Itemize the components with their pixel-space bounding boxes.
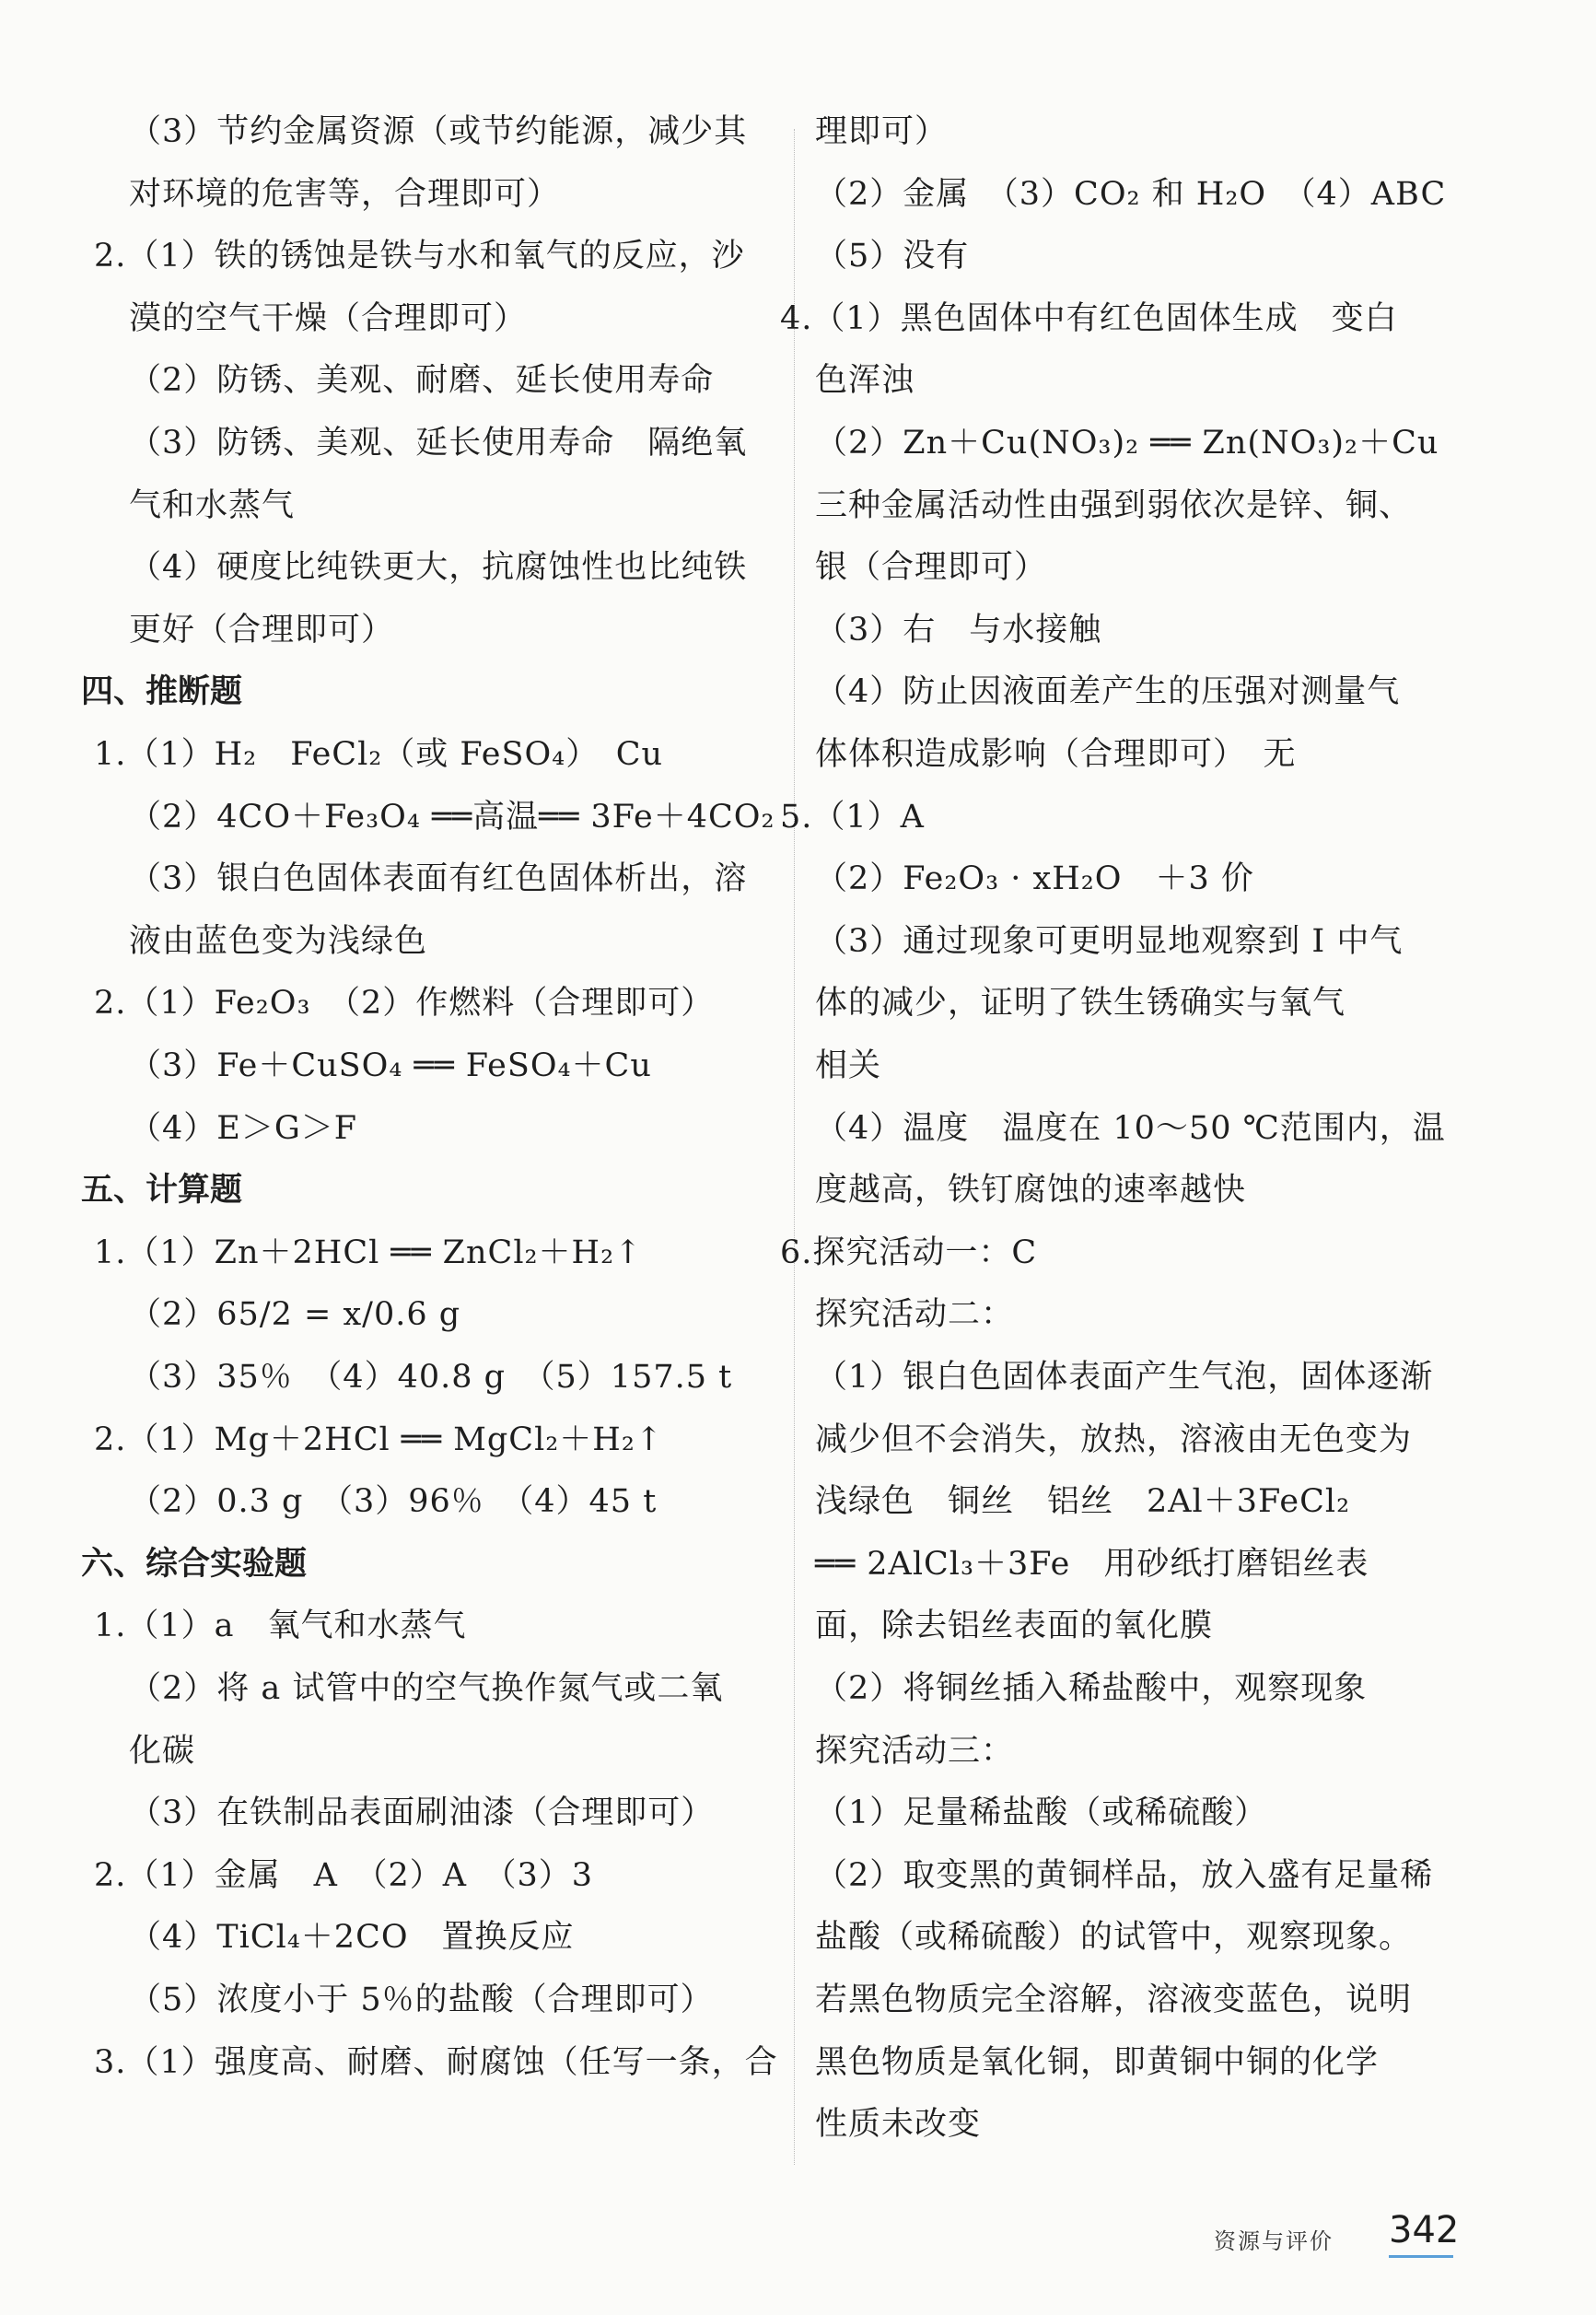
- answer-line: 对环境的危害等，合理即可）: [129, 175, 561, 213]
- answer-line: 银（合理即可）: [815, 549, 1048, 587]
- page-number-rule: [1389, 2255, 1453, 2258]
- answer-line: 色浑浊: [815, 362, 915, 400]
- answer-line: （3）在铁制品表面刷油漆（合理即可）: [129, 1795, 715, 1832]
- answer-line: 理即可）: [815, 113, 949, 150]
- answer-line: 体体积造成影响（合理即可） 无: [815, 736, 1297, 773]
- answer-line: 漠的空气干燥（合理即可）: [129, 299, 528, 337]
- section-heading: 四、推断题: [81, 673, 243, 711]
- answer-line: 减少但不会消失，放热，溶液由无色变为: [815, 1421, 1413, 1458]
- answer-line: （1）银白色固体表面产生气泡，固体逐渐: [815, 1359, 1434, 1396]
- answer-line: （3）35％ （4）40.8 g （5）157.5 t: [129, 1359, 733, 1396]
- answer-line: 盐酸（或稀硫酸）的试管中，观察现象。: [815, 1919, 1413, 1957]
- answer-line: 三种金属活动性由强到弱依次是锌、铜、: [815, 486, 1413, 524]
- answer-line: 1.（1）H₂ FeCl₂（或 FeSO₄） Cu: [94, 736, 664, 773]
- answer-line: （2）将铜丝插入稀盐酸中，观察现象: [815, 1670, 1368, 1707]
- answer-line: （2）Fe₂O₃ · xH₂O ＋3 价: [815, 860, 1254, 898]
- answer-line: （2）4CO＋Fe₃O₄ ══高温══ 3Fe＋4CO₂: [129, 798, 775, 836]
- answer-line: （4）防止因液面差产生的压强对测量气: [815, 673, 1401, 711]
- answer-line: 相关: [815, 1047, 882, 1084]
- section-heading: 五、计算题: [81, 1172, 243, 1210]
- answer-line: （4）温度 温度在 10～50 ℃范围内，温: [815, 1109, 1446, 1147]
- answer-line: 探究活动三：: [815, 1732, 1015, 1770]
- answer-line: 5.（1）A: [780, 798, 925, 836]
- answer-line: 4.（1）黑色固体中有红色固体生成 变白: [780, 299, 1398, 337]
- section-heading: 六、综合实验题: [81, 1545, 308, 1583]
- answer-line: （3）通过现象可更明显地观察到 Ⅰ 中气: [815, 922, 1404, 960]
- answer-line: （2）金属 （3）CO₂ 和 H₂O （4）ABC: [815, 175, 1447, 213]
- answer-line: 液由蓝色变为浅绿色: [129, 922, 428, 960]
- column-divider: [794, 129, 795, 2165]
- answer-line: 1.（1）a 氧气和水蒸气: [94, 1608, 467, 1645]
- answer-line: 1.（1）Zn＋2HCl ══ ZnCl₂＋H₂↑: [94, 1233, 643, 1271]
- answer-line: （3）防锈、美观、延长使用寿命 隔绝氧: [129, 425, 748, 462]
- answer-line: （3）右 与水接触: [815, 611, 1102, 649]
- answer-line: （5）浓度小于 5％的盐酸（合理即可）: [129, 1982, 714, 2018]
- answer-line: （2）Zn＋Cu(NO₃)₂ ══ Zn(NO₃)₂＋Cu: [815, 425, 1439, 462]
- page-number: 342: [1389, 2209, 1460, 2251]
- answer-line: 体的减少，证明了铁生锈确实与氧气: [815, 985, 1346, 1023]
- answer-line: 面，除去铝丝表面的氧化膜: [815, 1608, 1214, 1645]
- answer-line: （2）防锈、美观、耐磨、延长使用寿命: [129, 362, 715, 400]
- answer-line: （2）将 a 试管中的空气换作氮气或二氧: [129, 1670, 724, 1707]
- answer-line: 度越高，铁钉腐蚀的速率越快: [815, 1172, 1247, 1210]
- answer-line: 黑色物质是氧化铜，即黄铜中铜的化学: [815, 2043, 1380, 2081]
- answer-line: （3）银白色固体表面有红色固体析出，溶: [129, 860, 748, 898]
- answer-line: （2）取变黑的黄铜样品，放入盛有足量稀: [815, 1856, 1434, 1894]
- answer-line: （1）足量稀盐酸（或稀硫酸）: [815, 1795, 1268, 1832]
- answer-line: （3）节约金属资源（或节约能源，减少其: [129, 113, 748, 150]
- answer-line: （3）Fe＋CuSO₄ ══ FeSO₄＋Cu: [129, 1047, 652, 1084]
- answer-line: 2.（1）Fe₂O₃ （2）作燃料（合理即可）: [94, 985, 715, 1023]
- answer-line: 探究活动二：: [815, 1296, 1015, 1334]
- answer-line: （2）0.3 g （3）96％ （4）45 t: [129, 1483, 658, 1521]
- answer-line: 3.（1）强度高、耐磨、耐腐蚀（任写一条，合: [94, 2043, 778, 2081]
- answer-line: 若黑色物质完全溶解，溶液变蓝色，说明: [815, 1982, 1413, 2018]
- answer-line: 浅绿色 铜丝 铝丝 2Al＋3FeCl₂: [815, 1483, 1351, 1521]
- answer-line: 性质未改变: [815, 2106, 982, 2144]
- answer-line: 6.探究活动一：C: [780, 1233, 1038, 1271]
- answer-line: ══ 2AlCl₃＋3Fe 用砂纸打磨铝丝表: [815, 1545, 1369, 1583]
- answer-line: （4）E＞G＞F: [129, 1109, 358, 1147]
- answer-line: 2.（1）Mg＋2HCl ══ MgCl₂＋H₂↑: [94, 1421, 664, 1458]
- answer-line: 化碳: [129, 1732, 196, 1770]
- answer-line: 2.（1）金属 A （2）A （3）3: [94, 1856, 594, 1894]
- answer-line: 2.（1）铁的锈蚀是铁与水和氧气的反应，沙: [94, 238, 745, 275]
- answer-line: （2）65/2 = x/0.6 g: [129, 1296, 461, 1334]
- answer-line: 更好（合理即可）: [129, 611, 395, 649]
- answer-line: 气和水蒸气: [129, 486, 296, 524]
- answer-line: （5）没有: [815, 238, 970, 275]
- answer-line: （4）TiCl₄＋2CO 置换反应: [129, 1919, 575, 1957]
- footer-label: 资源与评价: [1214, 2228, 1334, 2254]
- answer-line: （4）硬度比纯铁更大，抗腐蚀性也比纯铁: [129, 549, 748, 587]
